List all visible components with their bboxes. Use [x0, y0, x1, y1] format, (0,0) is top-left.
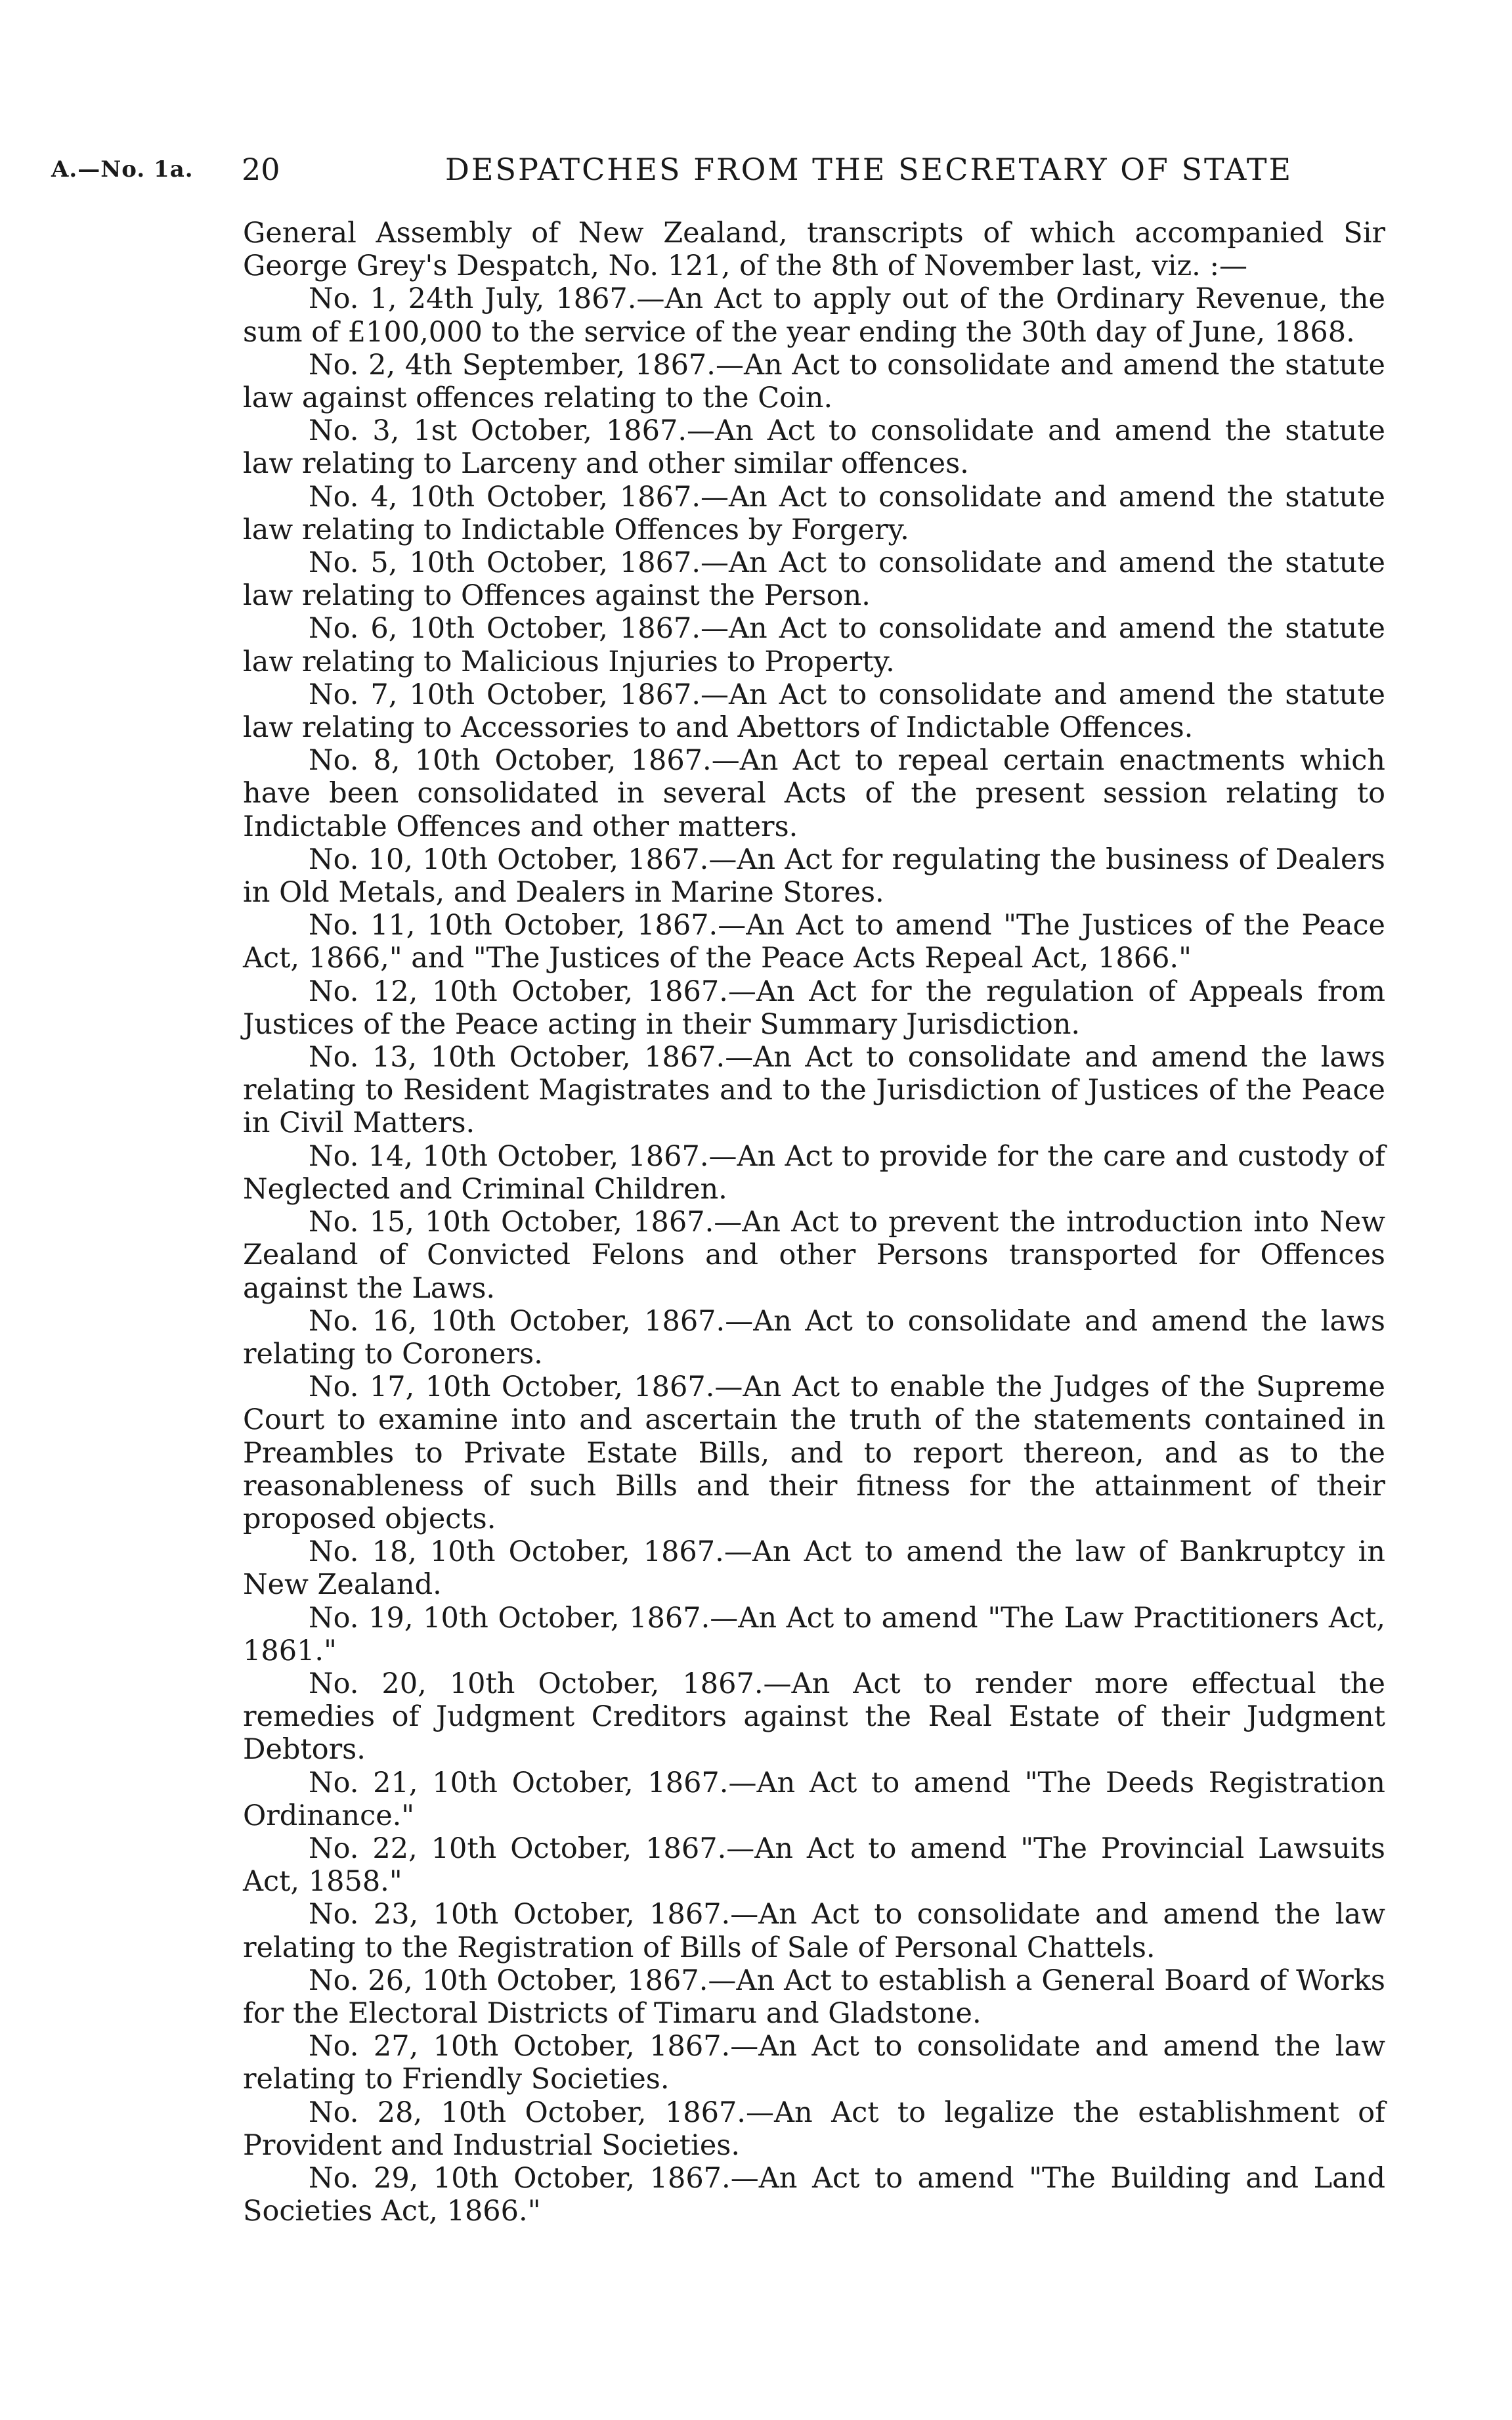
document-reference: A.—No. 1a.	[51, 156, 194, 183]
act-entry: No. 29, 10th October, 1867.—An Act to amend "The Building and Land Societies Act, 1866."	[243, 2161, 1385, 2228]
act-entry: No. 2, 4th September, 1867.—An Act to consolidate and amend the statute law against offences relating to the Coin.	[243, 348, 1385, 415]
act-entry: No. 17, 10th October, 1867.—An Act to enable the Judges of the Supreme Court to examine into and ascertain the truth of the statements contained in Preambles to Private Estate Bills, and to report thereon, and as to the reasonableness of such Bills and their fitness for the attainment of their proposed objects.	[243, 1371, 1385, 1535]
act-entry: No. 21, 10th October, 1867.—An Act to amend "The Deeds Registration Ordinance."	[243, 1766, 1385, 1832]
page-number: 20	[242, 152, 280, 187]
running-title: DESPATCHES FROM THE SECRETARY OF STATE	[445, 152, 1293, 187]
act-entry: No. 13, 10th October, 1867.—An Act to consolidate and amend the laws relating to Resident Magistrates and to the Jurisdiction of Justices of the Peace in Civil Matters.	[243, 1041, 1385, 1140]
act-entry: No. 20, 10th October, 1867.—An Act to render more effectual the remedies of Judgment Creditors against the Real Estate of their Judgment Debtors.	[243, 1667, 1385, 1767]
act-entry: No. 1, 24th July, 1867.—An Act to apply out of the Ordinary Revenue, the sum of £100,000 to the service of the year ending the 30th day of June, 1868.	[243, 282, 1385, 349]
act-entry: No. 15, 10th October, 1867.—An Act to prevent the introduction into New Zealand of Convicted Felons and other Persons transported for Offences against the Laws.	[243, 1206, 1385, 1305]
act-entry: No. 26, 10th October, 1867.—An Act to establish a General Board of Works for the Electoral Districts of Timaru and Gladstone.	[243, 1964, 1385, 2030]
act-entry: No. 12, 10th October, 1867.—An Act for the regulation of Appeals from Justices of the Peace acting in their Summary Jurisdiction.	[243, 975, 1385, 1041]
page-header	[51, 150, 1391, 189]
act-entry: No. 3, 1st October, 1867.—An Act to consolidate and amend the statute law relating to Larceny and other similar offences.	[243, 414, 1385, 481]
act-entry: No. 7, 10th October, 1867.—An Act to consolidate and amend the statute law relating to Accessories to and Abettors of Indictable Offences.	[243, 678, 1385, 745]
act-entry: No. 4, 10th October, 1867.—An Act to consolidate and amend the statute law relating to Indictable Offences by Forgery.	[243, 480, 1385, 546]
act-entry: No. 11, 10th October, 1867.—An Act to amend "The Justices of the Peace Act, 1866," and "The Justices of the Peace Acts Repeal Act, 1866."	[243, 909, 1385, 975]
intro-paragraph: General Assembly of New Zealand, transcripts of which accompanied Sir George Grey's Despatch, No. 121, of the 8th of November last, viz. :—	[243, 217, 1385, 283]
act-entry: No. 16, 10th October, 1867.—An Act to consolidate and amend the laws relating to Coroners.	[243, 1304, 1385, 1371]
body-text	[243, 217, 1385, 2228]
act-entry: No. 5, 10th October, 1867.—An Act to consolidate and amend the statute law relating to Offences against the Person.	[243, 546, 1385, 613]
act-entry: No. 27, 10th October, 1867.—An Act to consolidate and amend the law relating to Friendly Societies.	[243, 2030, 1385, 2096]
act-entry: No. 19, 10th October, 1867.—An Act to amend "The Law Practitioners Act, 1861."	[243, 1601, 1385, 1667]
act-entry: No. 8, 10th October, 1867.—An Act to repeal certain enactments which have been consolidated in several Acts of the present session relating to Indictable Offences and other matters.	[243, 744, 1385, 843]
act-entry: No. 10, 10th October, 1867.—An Act for regulating the business of Dealers in Old Metals, and Dealers in Marine Stores.	[243, 843, 1385, 910]
act-entry: No. 28, 10th October, 1867.—An Act to legalize the establishment of Provident and Industrial Societies.	[243, 2096, 1385, 2162]
act-entry: No. 23, 10th October, 1867.—An Act to consolidate and amend the law relating to the Registration of Bills of Sale of Personal Chattels.	[243, 1898, 1385, 1964]
act-entry: No. 6, 10th October, 1867.—An Act to consolidate and amend the statute law relating to Malicious Injuries to Property.	[243, 612, 1385, 678]
act-entry: No. 18, 10th October, 1867.—An Act to amend the law of Bankruptcy in New Zealand.	[243, 1535, 1385, 1602]
act-entry: No. 22, 10th October, 1867.—An Act to amend "The Provincial Lawsuits Act, 1858."	[243, 1832, 1385, 1899]
act-entry: No. 14, 10th October, 1867.—An Act to provide for the care and custody of Neglected and Criminal Children.	[243, 1139, 1385, 1206]
